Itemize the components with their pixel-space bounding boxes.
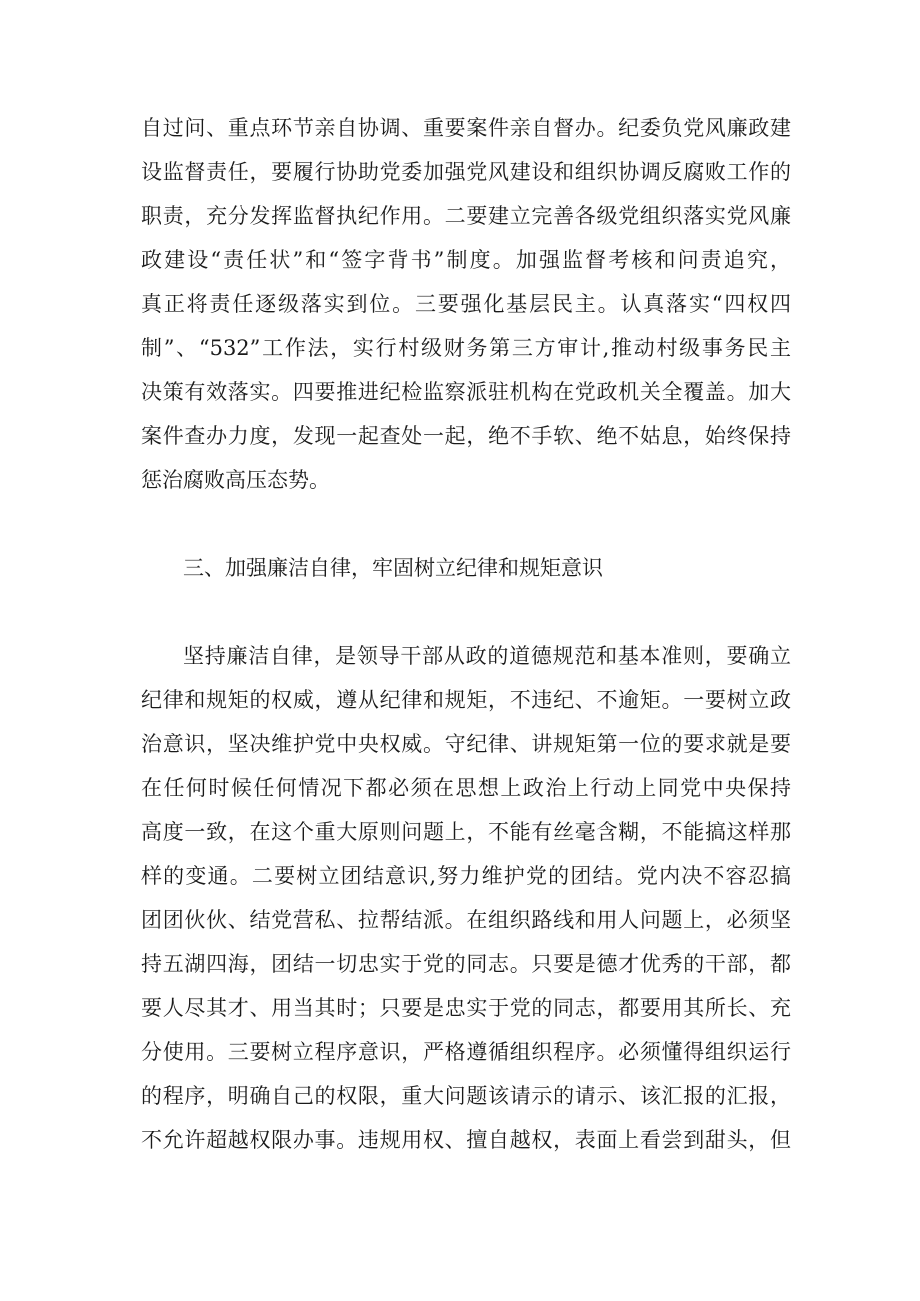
para-line-6: 样的变通。二要树立团结意识,努力维护党的团结。党内决不容忍搞 — [141, 864, 791, 888]
para-line-11: 的程序，明确自己的权限，重大问题该请示的请示、该汇报的汇报， — [141, 1084, 791, 1108]
body-line-7: 决策有效落实。四要推进纪检监察派驻机构在党政机关全覆盖。加大 — [141, 380, 791, 404]
para-line-10: 分使用。三要树立程序意识，严格遵循组织程序。必须懂得组织运行 — [141, 1040, 791, 1064]
para-line-1: 坚持廉洁自律，是领导干部从政的道德规范和基本准则，要确立 — [183, 644, 791, 668]
body-line-5: 真正将责任逐级落实到位。三要强化基层民主。认真落实“四权四 — [141, 292, 791, 316]
body-line-2: 设监督责任，要履行协助党委加强党风建设和组织协调反腐败工作的 — [141, 160, 791, 184]
para-line-3: 治意识，坚决维护党中央权威。守纪律、讲规矩第一位的要求就是要 — [141, 732, 791, 756]
section-heading: 三、加强廉洁自律，牢固树立纪律和规矩意识 — [183, 556, 603, 580]
body-line-1: 自过问、重点环节亲自协调、重要案件亲自督办。纪委负党风廉政建 — [141, 116, 791, 140]
para-line-12: 不允许超越权限办事。违规用权、擅自越权，表面上看尝到甜头，但 — [141, 1128, 791, 1152]
body-line-9: 惩治腐败高压态势。 — [141, 468, 330, 492]
para-line-8: 持五湖四海，团结一切忠实于党的同志。只要是德才优秀的干部，都 — [141, 952, 791, 976]
para-line-2: 纪律和规矩的权威，遵从纪律和规矩，不违纪、不逾矩。一要树立政 — [141, 688, 791, 712]
body-line-3: 职责，充分发挥监督执纪作用。二要建立完善各级党组织落实党风廉 — [141, 204, 791, 228]
body-line-6: 制”、“532”工作法，实行村级财务第三方审计,推动村级事务民主 — [141, 336, 791, 360]
body-line-8: 案件查办力度，发现一起查处一起，绝不手软、绝不姑息，始终保持 — [141, 424, 791, 448]
para-line-7: 团团伙伙、结党营私、拉帮结派。在组织路线和用人问题上，必须坚 — [141, 908, 791, 932]
para-line-5: 高度一致，在这个重大原则问题上，不能有丝毫含糊，不能搞这样那 — [141, 820, 791, 844]
para-line-9: 要人尽其才、用当其时；只要是忠实于党的同志，都要用其所长、充 — [141, 996, 791, 1020]
body-line-4: 政建设“责任状”和“签字背书”制度。加强监督考核和问责追究， — [141, 248, 791, 272]
para-line-4: 在任何时候任何情况下都必须在思想上政治上行动上同党中央保持 — [141, 776, 791, 800]
